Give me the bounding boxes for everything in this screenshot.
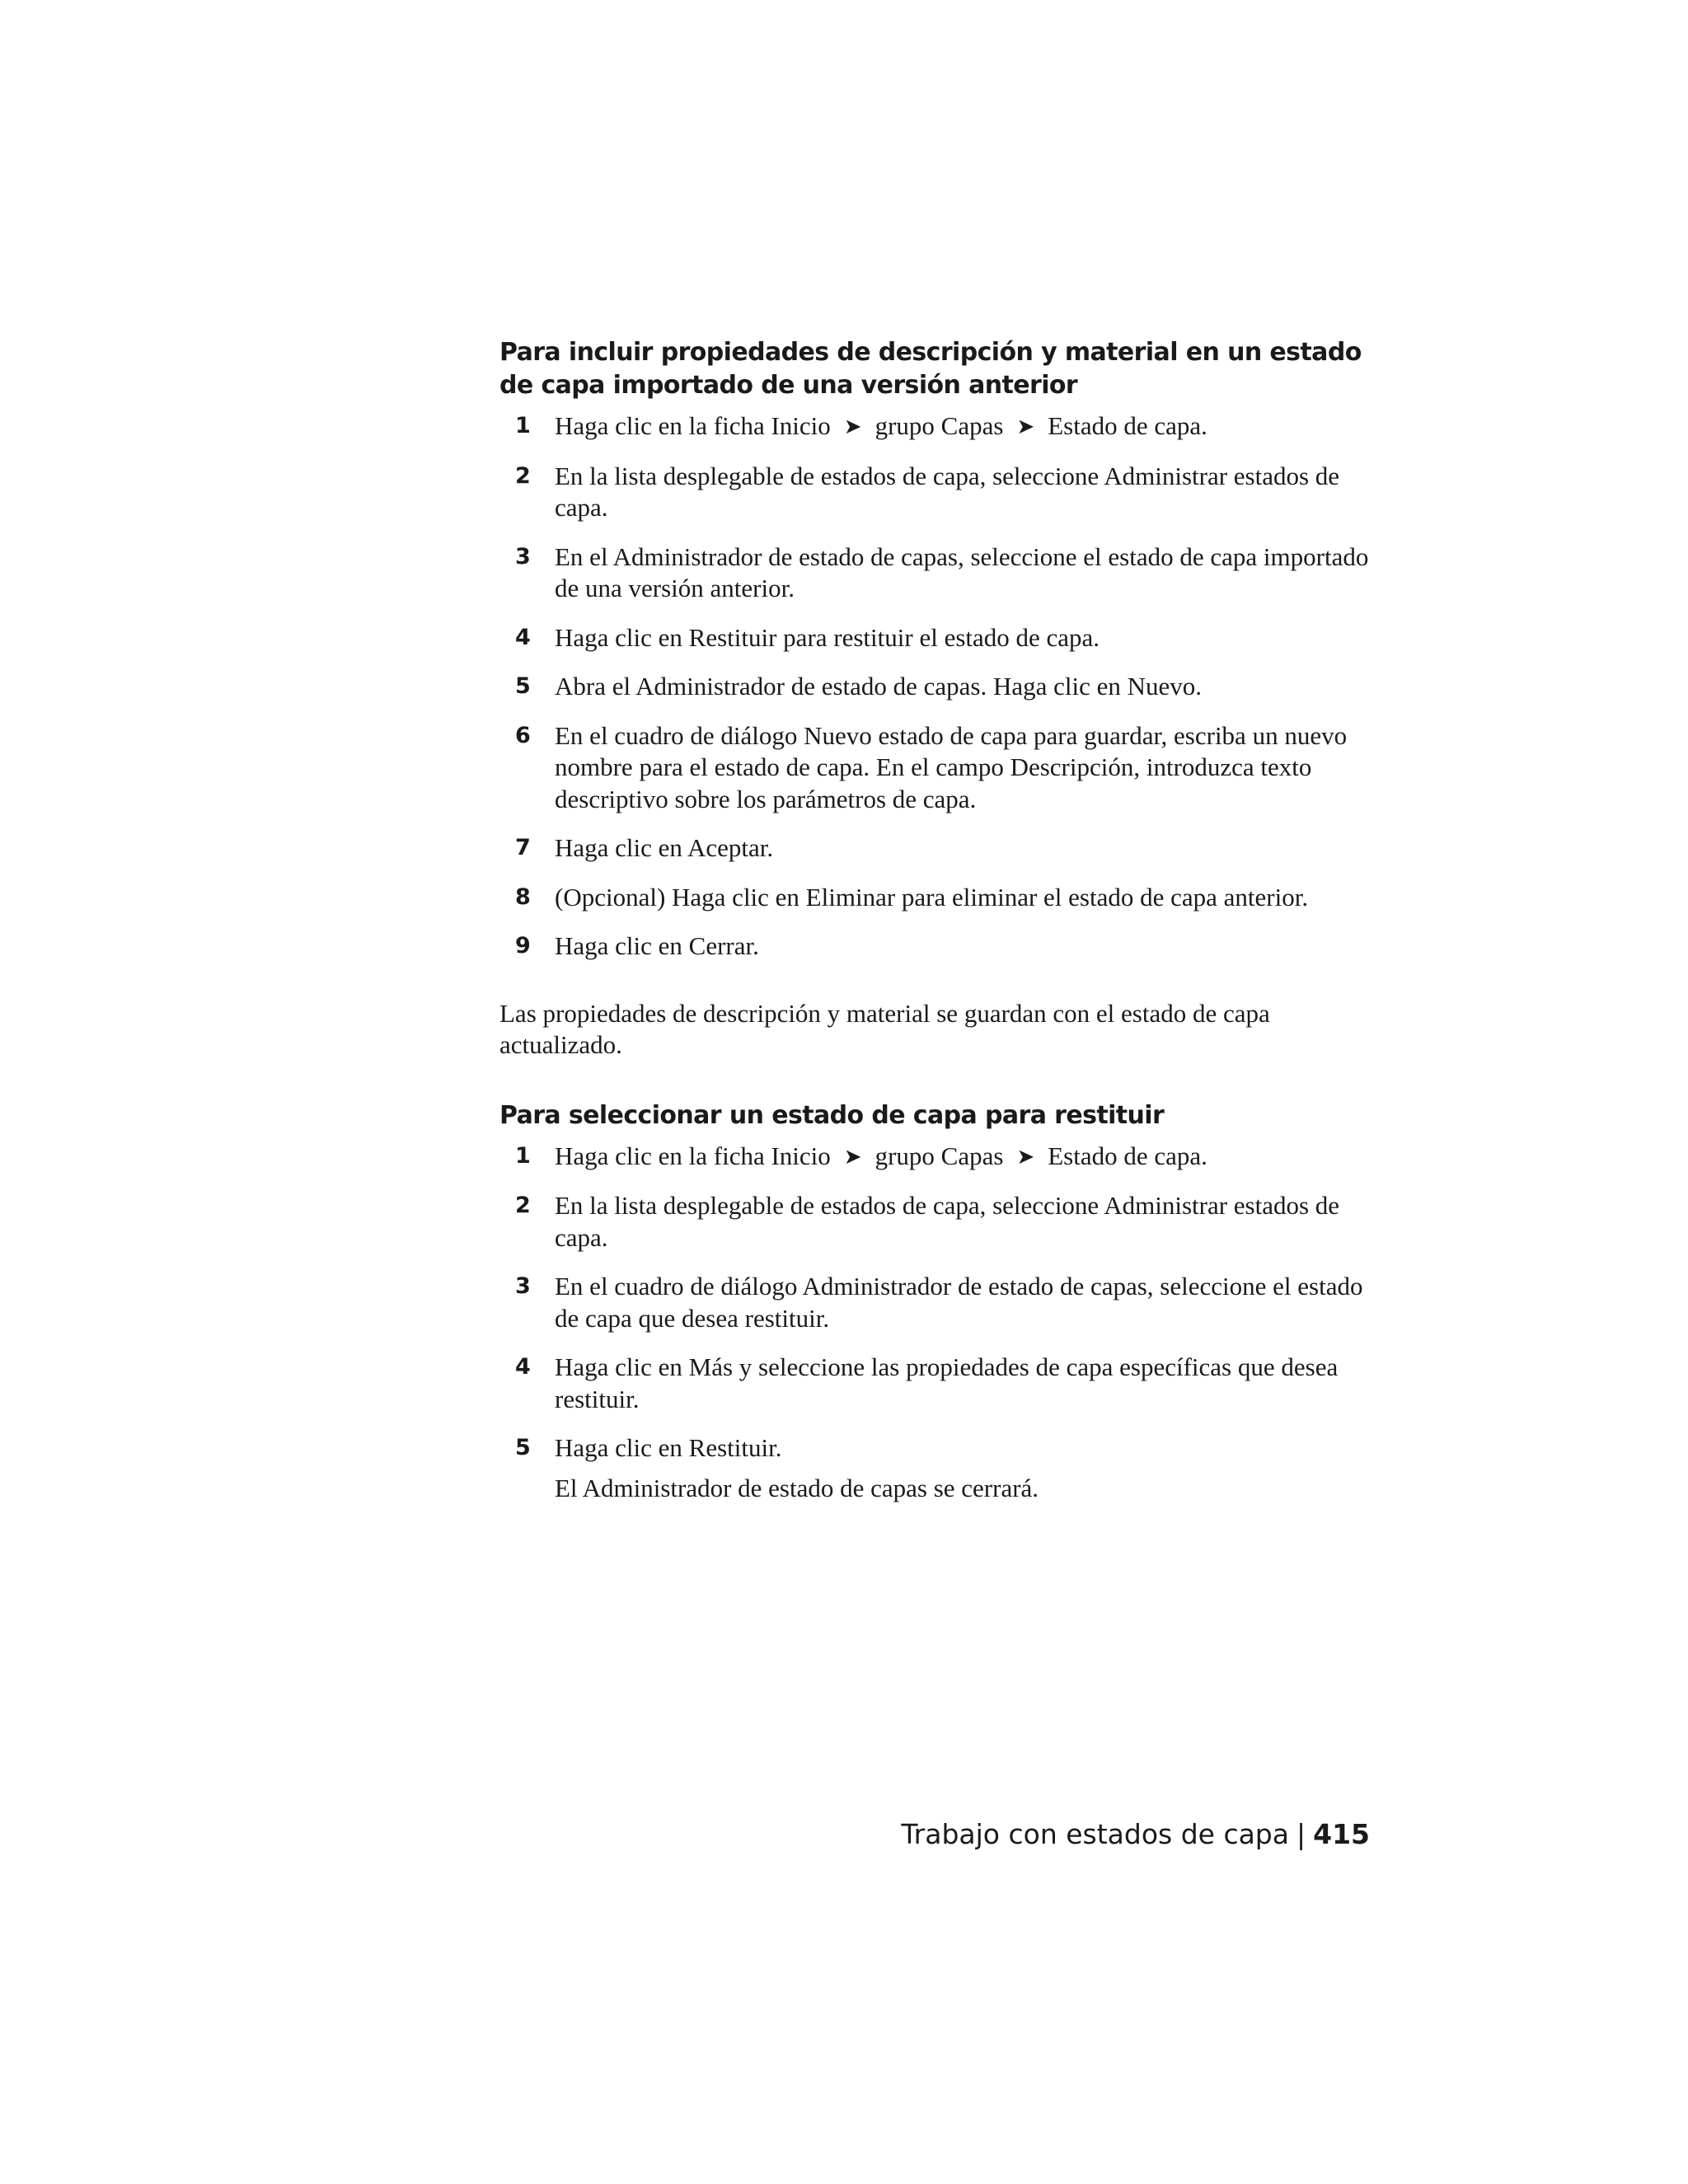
list-item	[499, 720, 1375, 816]
list-item	[499, 1352, 1375, 1415]
list-item	[499, 832, 1375, 865]
arrow-right-icon: ➤	[843, 415, 862, 439]
list-item	[499, 882, 1375, 914]
step-text: En el Administrador de estado de capas, seleccione el estado de capa importado de una versión anterior.	[555, 541, 1369, 602]
section-heading-include-properties: Para incluir propiedades de descripción y material en un estado de capa importado de una versión anterior	[499, 338, 1362, 400]
step-number: 1	[515, 1142, 531, 1169]
step-text: Abra el Administrador de estado de capas. Haga clic en Nuevo.	[555, 672, 1203, 701]
page-number: 415	[1313, 1818, 1370, 1850]
step-text: Haga clic en Cerrar.	[555, 931, 759, 960]
footer-chapter-title: Trabajo con estados de capa	[901, 1818, 1289, 1850]
step-text: Haga clic en Más y seleccione las propiedades de capa específicas que desea restituir.	[555, 1352, 1339, 1413]
result-paragraph: Las propiedades de descripción y material se guardan con el estado de capa actualizado.	[499, 998, 1270, 1059]
list-item	[499, 1432, 1375, 1504]
step-number: 2	[515, 1193, 531, 1218]
step-number: 2	[515, 462, 531, 489]
step-text: (Opcional) Haga clic en Eliminar para eliminar el estado de capa anterior.	[555, 882, 1309, 912]
list-item	[499, 622, 1375, 654]
step-text: grupo Capas	[874, 411, 1004, 440]
step-text: grupo Capas	[874, 1141, 1004, 1170]
step-number: 3	[515, 543, 531, 569]
list-item	[499, 461, 1375, 524]
step-note: El Administrador de estado de capas se cerrará.	[555, 1473, 1039, 1502]
list-item	[499, 541, 1375, 605]
step-number: 1	[515, 413, 531, 438]
step-number: 5	[515, 1435, 531, 1460]
step-number: 7	[515, 835, 531, 860]
step-text: Haga clic en Restituir.	[555, 1433, 782, 1462]
step-text: Haga clic en Restituir para restituir el estado de capa.	[555, 622, 1100, 652]
arrow-right-icon: ➤	[1016, 1144, 1035, 1169]
list-item	[499, 1141, 1375, 1174]
step-number: 3	[515, 1273, 531, 1299]
step-text: En la lista desplegable de estados de capa, seleccione Administrar estados de capa.	[555, 1191, 1340, 1252]
footer-separator: |	[1296, 1818, 1306, 1850]
step-number: 9	[515, 933, 531, 958]
list-item	[499, 1190, 1375, 1254]
step-number: 4	[515, 1354, 531, 1380]
step-text: En el cuadro de diálogo Nuevo estado de capa para guardar, escriba un nuevo nombre para el estado de capa. En el campo Descripción, introduzca texto descriptivo sobre los parámetros de capa.	[555, 720, 1348, 813]
arrow-right-icon: ➤	[843, 1144, 862, 1169]
step-text: En el cuadro de diálogo Administrador de estado de capas, seleccione el estado de capa que desea restituir.	[555, 1272, 1363, 1333]
arrow-right-icon: ➤	[1016, 415, 1035, 439]
step-text: Haga clic en la ficha Inicio	[555, 1141, 831, 1170]
steps-list-select-state	[499, 1141, 1375, 1505]
step-number: 6	[515, 722, 531, 748]
step-text: Haga clic en la ficha Inicio	[555, 411, 831, 440]
step-text: Estado de capa.	[1048, 411, 1207, 440]
list-item	[499, 1271, 1375, 1334]
list-item	[499, 671, 1375, 703]
list-item	[499, 930, 1375, 963]
step-number: 5	[515, 673, 531, 699]
page-content	[499, 336, 1375, 1521]
page-footer	[901, 1818, 1370, 1850]
list-item	[499, 410, 1375, 443]
step-text: En la lista desplegable de estados de capa, seleccione Administrar estados de capa.	[555, 461, 1340, 522]
step-number: 4	[515, 624, 531, 650]
section-heading-select-state: Para seleccionar un estado de capa para restituir	[499, 1100, 1165, 1130]
steps-list-include-properties	[499, 410, 1375, 963]
step-text: Estado de capa.	[1048, 1141, 1207, 1170]
step-text: Haga clic en Aceptar.	[555, 833, 774, 862]
step-number: 8	[515, 883, 531, 910]
